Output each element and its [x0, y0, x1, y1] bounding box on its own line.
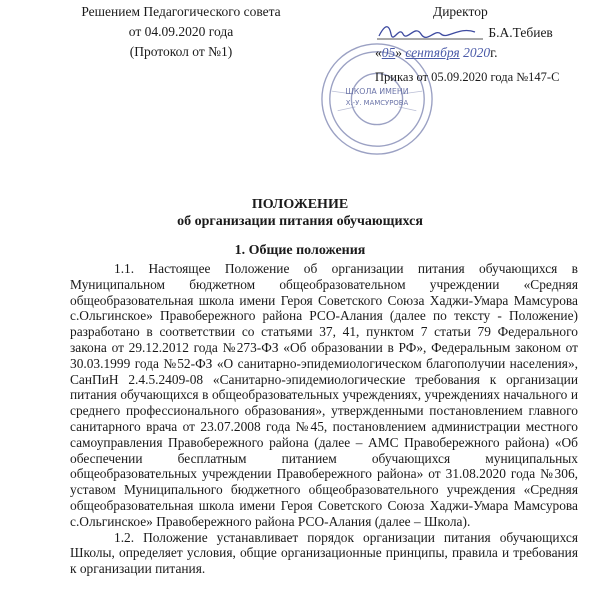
date-day: 05 — [381, 45, 396, 60]
handwritten-signature — [375, 22, 485, 42]
director-name: Б.А.Тебиев — [488, 25, 553, 40]
approval-block-left — [66, 2, 296, 62]
approval-left-line2: от 04.09.2020 года — [128, 24, 234, 39]
svg-text:ШКОЛА ИМЕНИ: ШКОЛА ИМЕНИ — [345, 87, 409, 97]
svg-text:Х.-У. МАМСУРОВА: Х.-У. МАМСУРОВА — [345, 98, 409, 107]
document-body — [70, 261, 578, 577]
paragraph-1-1: 1.1. Настоящее Положение об организации питания обучающихся в Муниципальном бюджетном общеобразовательном учреждении «Средняя общеобразовательная школа имени Героя Советского Союза Хаджи-Умара Мамсурова с.Ольгинское» Правобережного района РСО-Алания (далее по тексту - Положение) разработано в соответствии со статьями 37, 41, пунктом 7 статьи 79 Федерального закона от 29.12.2012 года №273-ФЗ «Об образовании в РФ», Федеральным законом от 30.03.1999 года №52-ФЗ «О санитарно-эпидемиологическом благополучии населения», СанПиН 2.4.5.2409-08 «Санитарно-эпидемиологические требования к организации питания обучающихся в общеобразовательных учреждениях, учреждениях начального и среднего профессионального образования», утвержденными постановлением главного санитарного врача от 23.07.2008 года №45, постановлением администрации местного самоуправления Правобережного района (далее – АМС Правобережного района) «Об обеспечении бесплатным питанием обучающихся муниципальных общеобразовательных учреждении Правобережного района» от 31.08.2020 года №306, уставом Муниципального бюджетного общеобразовательного учреждения «Средняя общеобразовательная школа имени Героя Советского Союза Хаджи-Умара Мамсурова с.Ольгинское» Правобережного района РСО-Алания (далее – Школа). — [70, 261, 578, 529]
document-title: ПОЛОЖЕНИЕ — [251, 197, 349, 212]
date-month: сентября — [405, 45, 460, 60]
approval-block-right — [375, 2, 600, 87]
approval-left-line1: Решением Педагогического совета — [81, 4, 281, 19]
paragraph-1-2: 1.2. Положение устанавливает порядок организации питания обучающихся Школы, определяет условия, общие организационные принципы, правила и требования к организации питания. — [70, 529, 578, 577]
approval-date-line — [375, 43, 600, 63]
director-title: Директор — [433, 4, 488, 19]
order-reference: Приказ от 05.09.2020 года №147-С — [375, 70, 560, 84]
date-quote-open: « — [375, 45, 382, 60]
approval-left-line3: (Протокол от №1) — [129, 44, 233, 59]
date-quote-close: » — [395, 45, 402, 60]
section-1-heading: 1. Общие положения — [234, 243, 366, 258]
date-suffix: г. — [490, 45, 498, 60]
date-year: 2020 — [463, 45, 491, 60]
document-subtitle: об организации питания обучающихся — [177, 214, 423, 229]
director-signature-line — [375, 22, 600, 43]
